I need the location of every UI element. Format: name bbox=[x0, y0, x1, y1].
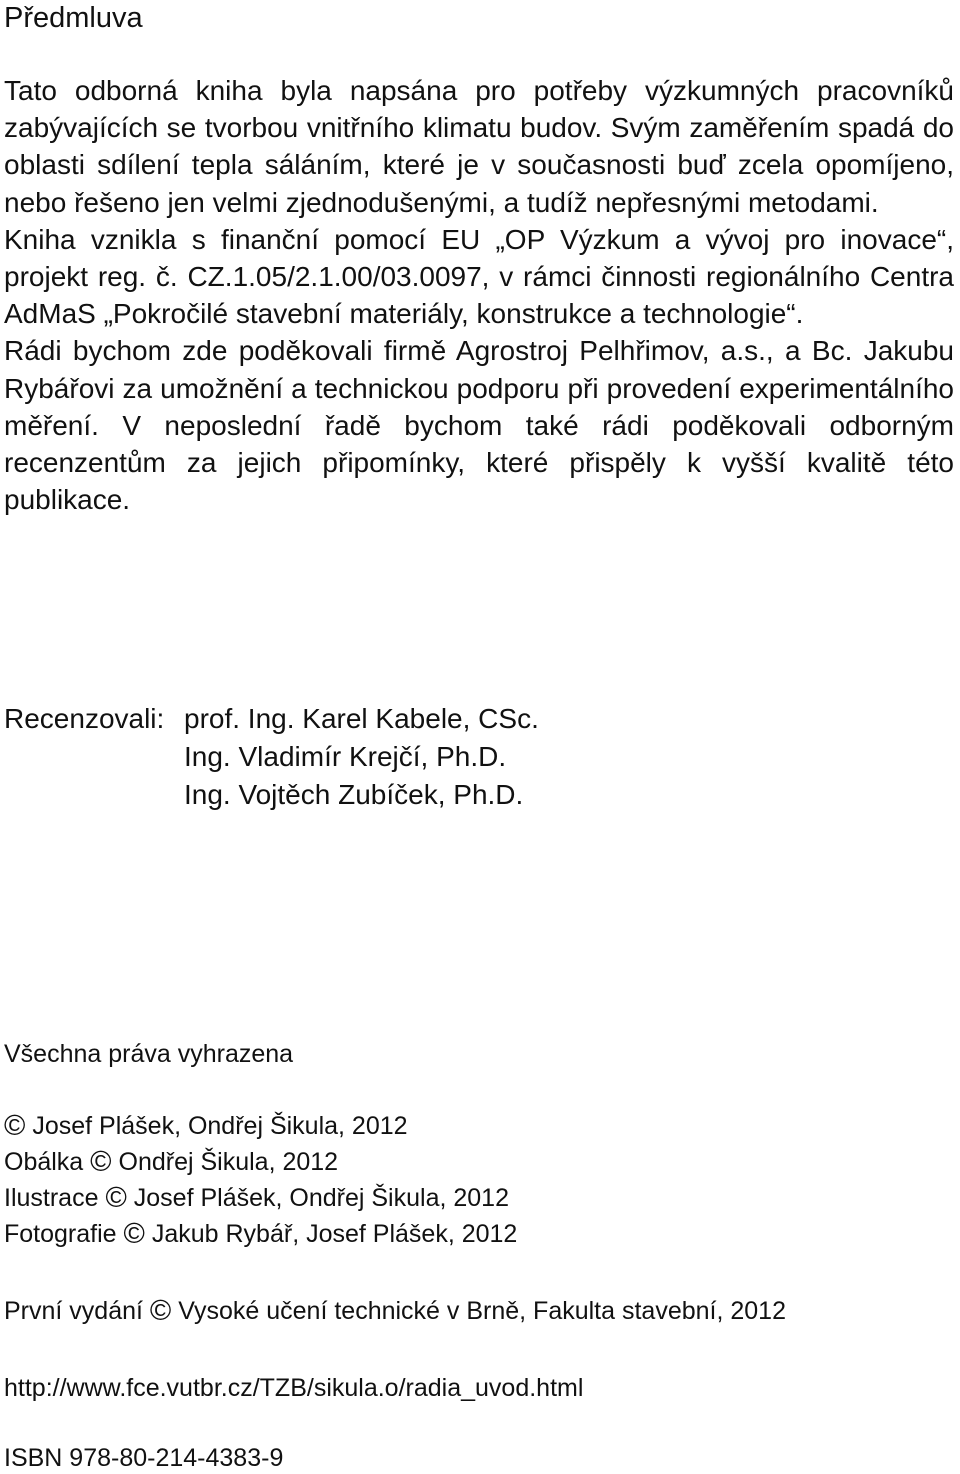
copyright-icon: © bbox=[123, 1218, 145, 1250]
paragraph-acknowledgements: Rádi bychom zde poděkovali firmě Agrostroj Pelhřimov, a.s., a Bc. Jakubu Rybářovi za umožnění a technickou podporu při provedení experimentálního měření. V neposlední řadě bychom také rádi poděkovali odborným recenzentům za jejich připomínky, které přispěly k vyšší kvalitě této publikace. bbox=[4, 335, 954, 516]
isbn: ISBN 978-80-214-4383-9 bbox=[4, 1444, 284, 1472]
credit-label: Obálka bbox=[4, 1148, 84, 1176]
copyright-icon: © bbox=[4, 1110, 26, 1142]
reviewer-name: Ing. Vladimír Krejčí, Ph.D. bbox=[184, 741, 507, 772]
credit-row-illustrations bbox=[4, 1180, 517, 1216]
credit-row-photographs bbox=[4, 1216, 517, 1252]
copyright-icon: © bbox=[105, 1182, 127, 1214]
credit-label: Ilustrace bbox=[4, 1184, 99, 1212]
credit-holders: Jakub Rybář, Josef Plášek, 2012 bbox=[151, 1220, 518, 1248]
credit-holders: Ondřej Šikula, 2012 bbox=[118, 1148, 339, 1176]
paragraph-funding: Kniha vznikla s finanční pomocí EU „OP Výzkum a vývoj pro inovace“, projekt reg. č. CZ.1.05/2.1.00/03.0097, v rámci činnosti regionálního Centra AdMaS „Pokročilé stavební materiály, konstrukce a technologie“. bbox=[4, 223, 954, 330]
reviewers-block bbox=[4, 700, 539, 814]
credit-row-cover bbox=[4, 1144, 517, 1180]
credit-holders: Josef Plášek, Ondřej Šikula, 2012 bbox=[32, 1112, 408, 1140]
reviewer-row bbox=[4, 700, 539, 738]
reviewer-name: Ing. Vojtěch Zubíček, Ph.D. bbox=[184, 779, 524, 810]
credit-row-authors bbox=[4, 1108, 517, 1144]
page-title: Předmluva bbox=[4, 2, 143, 34]
copyright-credits bbox=[4, 1108, 517, 1252]
web-link[interactable]: http://www.fce.vutbr.cz/TZB/sikula.o/radia_uvod.html bbox=[4, 1374, 584, 1402]
publisher: Vysoké učení technické v Brně, Fakulta stavební, 2012 bbox=[178, 1297, 786, 1325]
paragraph-purpose: Tato odborná kniha byla napsána pro potřeby výzkumných pracovníků zabývajících se tvorbou vnitřního klimatu budov. Svým zaměřením spadá do oblasti sdílení tepla sáláním, které je v současnosti buď zcela opomíjeno, nebo řešeno jen velmi zjednodušenými, a tudíž nepřesnými metodami. bbox=[4, 75, 954, 218]
first-edition bbox=[4, 1293, 786, 1329]
reviewer-name: prof. Ing. Karel Kabele, CSc. bbox=[184, 703, 539, 734]
credit-holders: Josef Plášek, Ondřej Šikula, 2012 bbox=[133, 1184, 509, 1212]
first-edition-label: První vydání bbox=[4, 1297, 143, 1325]
credit-label: Fotografie bbox=[4, 1220, 117, 1248]
copyright-icon: © bbox=[149, 1295, 172, 1327]
copyright-icon: © bbox=[90, 1146, 112, 1178]
reviewer-row bbox=[4, 776, 539, 814]
preface-text bbox=[4, 72, 954, 518]
rights-notice: Všechna práva vyhrazena bbox=[4, 1040, 294, 1068]
reviewer-row bbox=[4, 738, 539, 776]
reviewers-label: Recenzovali: bbox=[4, 703, 165, 734]
